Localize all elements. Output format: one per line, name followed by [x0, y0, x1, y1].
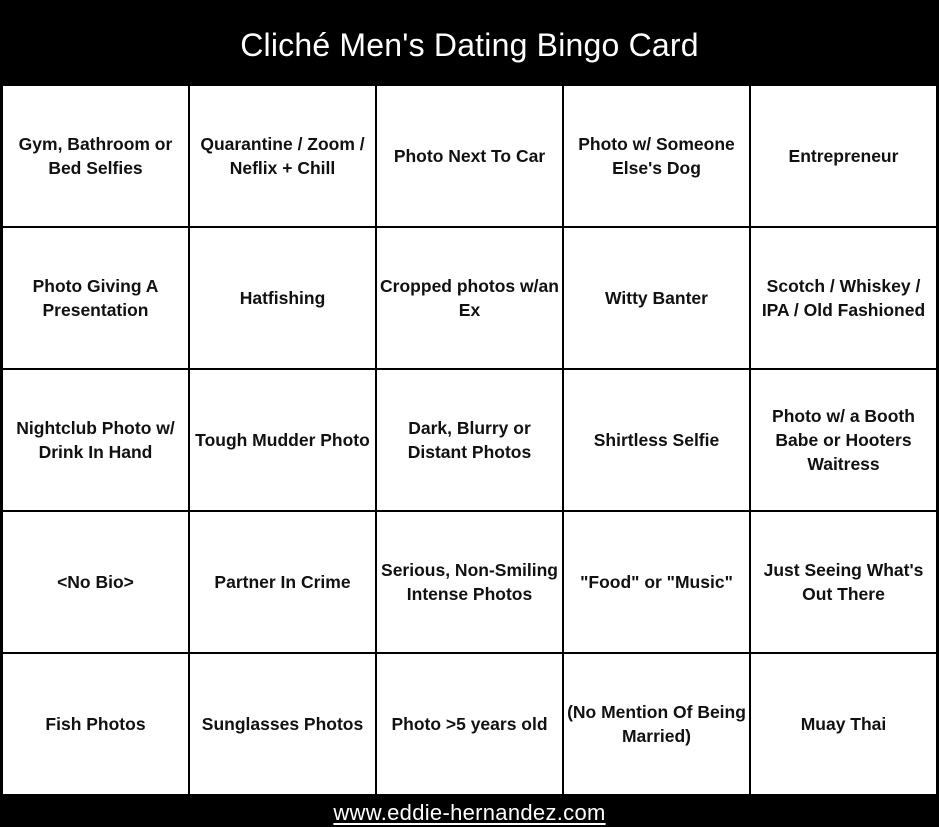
bingo-cell-label: Hatfishing	[239, 288, 326, 308]
bingo-cell-label: Photo >5 years old	[391, 714, 548, 734]
bingo-cell-r4-c5	[751, 512, 936, 652]
bingo-cell-label: Sunglasses Photos	[201, 714, 364, 734]
bingo-cell-r4-c1	[3, 512, 188, 652]
bingo-cell-r2-c4	[564, 228, 749, 368]
bingo-cell-r3-c2	[190, 370, 375, 510]
bingo-cell-label: Just Seeing What's Out There	[763, 560, 924, 604]
bingo-cell-label: Photo Next To Car	[393, 146, 546, 166]
bingo-cell-r1-c5	[751, 86, 936, 226]
page-title: Cliché Men's Dating Bingo Card	[240, 26, 699, 63]
bingo-cell-r1-c2	[190, 86, 375, 226]
bingo-cell-label: Witty Banter	[605, 288, 708, 308]
bingo-cell-label: Gym, Bathroom or Bed Selfies	[18, 134, 173, 178]
bingo-cell-label: Shirtless Selfie	[593, 430, 720, 450]
bingo-cell-r1-c4	[564, 86, 749, 226]
footer-bar	[0, 794, 939, 827]
title-bar	[0, 0, 939, 84]
bingo-cell-label: Dark, Blurry or Distant Photos	[407, 418, 532, 462]
bingo-cell-label: Scotch / Whiskey / IPA / Old Fashioned	[761, 276, 926, 320]
bingo-cell-label: <No Bio>	[57, 572, 134, 592]
bingo-cell-r5-c1	[3, 654, 188, 794]
bingo-cell-r3-c1	[3, 370, 188, 510]
bingo-cell-r2-c1	[3, 228, 188, 368]
bingo-cell-r3-c5	[751, 370, 936, 510]
bingo-cell-label: Nightclub Photo w/ Drink In Hand	[16, 418, 175, 462]
bingo-cell-r1-c1	[3, 86, 188, 226]
bingo-cell-label: Muay Thai	[800, 714, 887, 734]
bingo-cell-r5-c2	[190, 654, 375, 794]
bingo-cell-r1-c3	[377, 86, 562, 226]
bingo-cell-label: Photo w/ Someone Else's Dog	[578, 134, 735, 178]
bingo-cell-r2-c3	[377, 228, 562, 368]
website-link[interactable]: www.eddie-hernandez.com	[333, 799, 606, 825]
bingo-cell-label: (No Mention Of Being Married)	[567, 702, 746, 746]
bingo-grid	[0, 84, 939, 794]
bingo-cell-label: Cropped photos w/an Ex	[380, 276, 559, 320]
bingo-cell-r4-c4	[564, 512, 749, 652]
bingo-cell-r2-c5	[751, 228, 936, 368]
bingo-cell-label: Serious, Non-Smiling Intense Photos	[381, 560, 558, 604]
bingo-cell-label: Partner In Crime	[214, 572, 351, 592]
bingo-cell-label: "Food" or "Music"	[580, 572, 733, 592]
bingo-cell-r2-c2	[190, 228, 375, 368]
bingo-cell-r4-c3	[377, 512, 562, 652]
bingo-cell-r3-c4	[564, 370, 749, 510]
bingo-cell-r5-c4	[564, 654, 749, 794]
bingo-cell-r3-c3	[377, 370, 562, 510]
bingo-cell-r5-c3	[377, 654, 562, 794]
bingo-cell-label: Quarantine / Zoom / Neflix + Chill	[200, 134, 365, 178]
bingo-cell-r5-c5	[751, 654, 936, 794]
bingo-cell-label: Entrepreneur	[788, 146, 899, 166]
bingo-cell-label: Fish Photos	[45, 714, 146, 734]
bingo-cell-r4-c2	[190, 512, 375, 652]
bingo-cell-label: Photo w/ a Booth Babe or Hooters Waitress	[772, 406, 915, 474]
bingo-cell-label: Tough Mudder Photo	[195, 430, 370, 450]
bingo-cell-label: Photo Giving A Presentation	[32, 276, 159, 320]
